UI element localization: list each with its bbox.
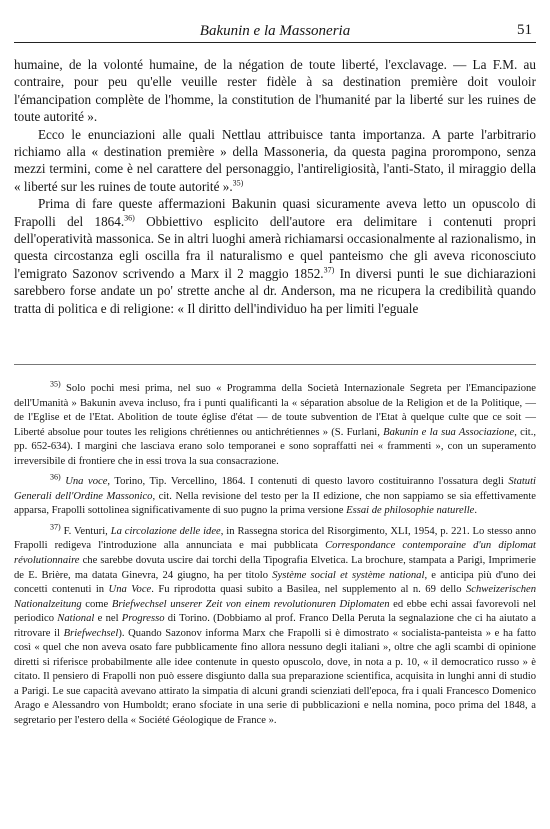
footnote-35 bbox=[14, 379, 537, 469]
running-title: Bakunin e la Massoneria bbox=[199, 23, 351, 39]
footnote-37-title-b: La circolazione delle idee bbox=[110, 525, 221, 537]
footnote-35-text-end: , cit., pp. 652-634). I margini che lasciava erano solo temporanei e sono sopraffatti nei « frammenti », con un superamento irreversibile di frontiere che in essi trova la sua consacrazione. bbox=[14, 426, 537, 467]
footnote-marker-35: 35) bbox=[50, 379, 61, 389]
footnote-37-text-c: , in Rassegna storica del Risorgimento, XLI, 1954, p. 221. Lo stesso anno Frapolli redigeva l'introduzione alla annunciata e mai pubblicata bbox=[14, 525, 536, 552]
footnote-37-text-s: ). Quando Sazonov informa Marx che Frapolli si è dimostrato « socialista-panteista » e ha fatto così « quel che non aveva osato fare pubblicamente fino allora nessuno degli italiani », oltre che agli scambi di opinione diretti si riferisce probabilmente alle idee contenute in questo opuscolo, dove, in nota a p. 10, « il democratico russo » è citato. Il pensiero di Frapolli non può essere disgiunto dalla sua preparazione scientifica, acquisita in lunghi anni di studio a Parigi. Le sue capacità avevano attirato la simpatia di alcuni grandi scienziati dell'epoca, fra i quali Francesco Domenico Arago e Alessandro von Humboldt; erano sfociate in una serie di pubblicazioni e nella nomina, poco prima del 1848, a segretario per l'estero della « Société Géologique de France ». bbox=[14, 627, 536, 727]
paragraph-3-text-a: Prima di fare queste affermazioni Bakunin quasi sicuramente aveva letto un opuscolo di Frapolli del 1864. bbox=[14, 196, 536, 229]
footnote-37-title-n: National bbox=[57, 613, 95, 625]
footnote-37-title-j: Schweizerischen Nationalzeitung bbox=[14, 584, 536, 610]
paragraph-1-text: humaine, de la volonté humaine, de la négation de toute liberté, l'exclavage. — La F.M. au contraire, pour peu qu'elle veuille rester fidèle à sa destination première doit vouloir l'émancipation complète de l'homme, la constitution de l'humanité par la liberté sur les ruines de toute autorité ». bbox=[14, 57, 536, 125]
footnote-36-title-1: Una voce bbox=[65, 476, 108, 488]
paragraph-3 bbox=[14, 195, 536, 317]
footnote-marker-37: 37) bbox=[50, 522, 61, 532]
paragraph-2 bbox=[14, 126, 536, 196]
paragraph-2-text: Ecco le enunciazioni alle quali Nettlau attribuisce tanta importanza. A parte l'arbitrario richiamo alla « destination première » della Massoneria, da questa pagina prorompono, senza mezzi termini, come è nel carattere del personaggio, l'antireligiosità, l'anti-Stato, il miraggio della « liberté sur les ruines de toute autorité ». bbox=[14, 126, 536, 194]
footnote-37-text-k: come bbox=[81, 598, 112, 610]
footnote-ref-37: 37) bbox=[323, 265, 335, 275]
page-number: 51 bbox=[517, 22, 532, 38]
paragraph-3-text-c: In diversi punti le sue dichiarazioni sarebbero forse andate un po' strette anche al dr. Anderson, ma ne ricupera la credibilità quando tratta di politica e di religione: « Il diritto dell'individuo ha per limiti l'eguale bbox=[14, 265, 536, 316]
footnote-37-title-d: Correspondance contemporaine d'un diplomat révolutionnaire bbox=[14, 540, 536, 567]
footnote-37 bbox=[14, 522, 536, 729]
page-header bbox=[14, 20, 536, 43]
footnote-37-title-p: Progresso bbox=[121, 613, 165, 625]
footnote-37-title-f: Système social et système national bbox=[272, 569, 425, 581]
footnote-marker-36: 36) bbox=[50, 472, 61, 482]
footnote-36 bbox=[14, 472, 536, 519]
footnote-ref-36: 36) bbox=[124, 213, 135, 223]
main-text bbox=[14, 56, 536, 317]
footnote-37-title-h: Una Voce bbox=[108, 584, 152, 596]
footnote-36-text-3: , cit. Nella revisione del testo per la II edizione, che non sappiamo se sia effettivamente apparsa, Frapolli sottolinea significativamente di suo pugno la prima versione bbox=[14, 490, 536, 517]
footnote-36-text-2: , Torino, Tip. Vercellino, 1864. I contenuti di questo lavoro costituiranno l'ossatura degli bbox=[107, 476, 509, 488]
footnote-37-title-l: Briefwechsel unserer Zeit von einem revolutionuren Diplomaten bbox=[111, 598, 390, 610]
footnote-36-title-3: Essai de philosophie naturelle bbox=[346, 505, 475, 517]
footnote-36-title-2: Statuti Generali dell'Ordine Massonico bbox=[14, 476, 536, 502]
footnote-separator bbox=[14, 364, 536, 365]
footnote-37-text-a: F. Venturi, bbox=[60, 525, 111, 537]
footnotes bbox=[14, 379, 537, 735]
footnote-37-text-m: ed ebbe echi assai favorevoli nel periodico bbox=[14, 598, 536, 625]
footnote-35-text: Solo pochi mesi prima, nel suo « Programma della Società Internazionale Segreta per l'Emancipazione dell'Umanità » Bakunin aveva incluso, fra i punti qualificanti la « séparation absolue de la Religion et de la Politique, — de l'Eglise et de l'Etat. Abolition de toute église d'état — de toute subvention de l'Etat à quelque culte que ce soit — Liberté absolue pour toutes les religions chrétiennes ou antichrétiennes » (S. Furlani, bbox=[14, 383, 536, 438]
footnote-35-title: Bakunin e la sua Associazione bbox=[383, 426, 515, 438]
footnote-37-text-g: , e anticipa più d'uno dei concetti contenuti in bbox=[14, 569, 536, 596]
footnote-37-text-e: che sarebbe dovuta uscire dai torchi della Tipografia Elvetica. La brochure, stampata a Parigi, Imprimerie de E. Brière, ma datata Ginevra, 24 giugno, ha per titolo bbox=[14, 555, 536, 581]
footnote-36-text-4: . bbox=[474, 505, 478, 517]
paragraph-3-text-b: Obbiettivo esplicito dell'autore era delimitare i contenuti propri dell'operatività massonica. Se in altri luoghi amerà richiamarsi occasionalmente al razionalismo, in questa circostanza egli oscilla fra il naturalismo e quel panteismo che gli aveva riconosciuto l'emigrato Sazonov scrivendo a Marx il 2 maggio 1852. bbox=[14, 213, 537, 281]
footnote-37-text-i: . Fu riprodotta quasi subito a Basilea, nel supplemento al n. 69 dello bbox=[151, 584, 466, 596]
footnote-37-title-r: Briefwechsel bbox=[63, 627, 119, 639]
footnote-ref-35: 35) bbox=[232, 178, 244, 188]
footnote-37-text-o: e nel bbox=[94, 613, 122, 625]
footnote-37-text-q: di Torino. (Dobbiamo al prof. Franco Della Peruta la segnalazione che ci ha aiutato a ritrovare il bbox=[14, 613, 536, 639]
paragraph-1 bbox=[14, 56, 536, 126]
